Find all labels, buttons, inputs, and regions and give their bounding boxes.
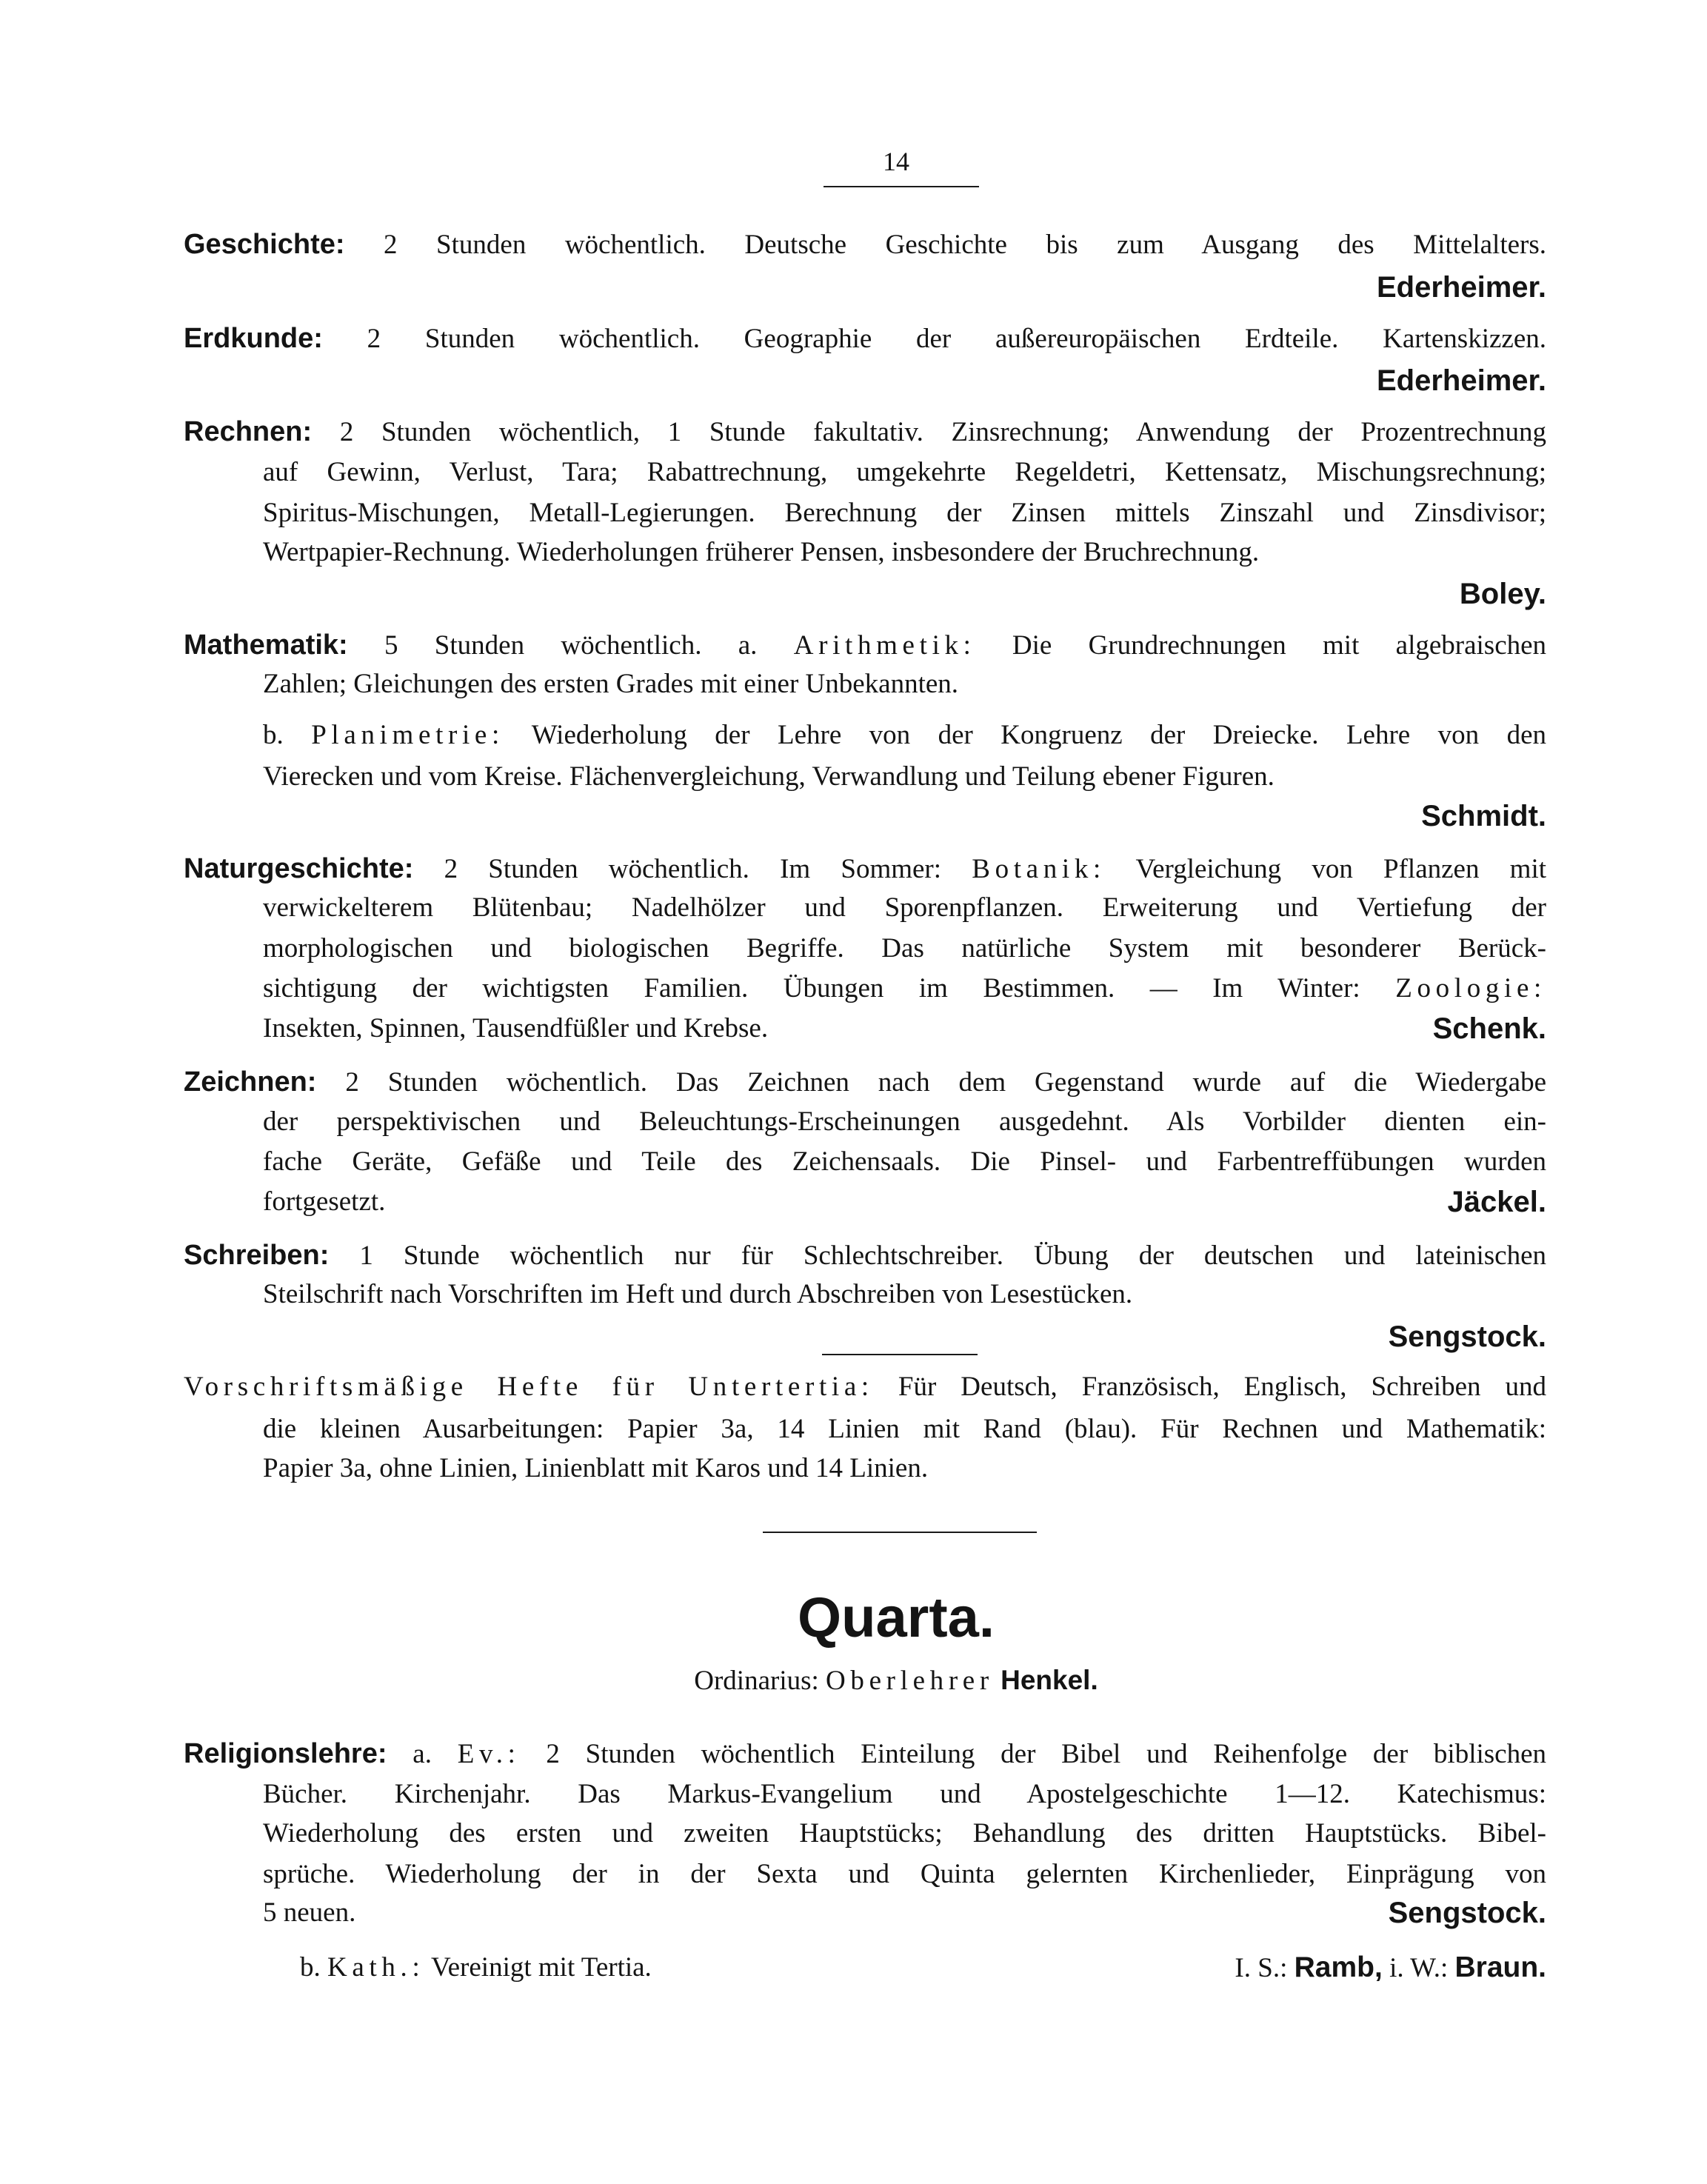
erdkunde-text-1: 2 Stunden wöchentlich. Geographie der außereuropäischen Erdteile. Kartenskizzen. [367,324,1547,354]
erdkunde-line-1 [184,320,1546,358]
teacher-erdkunde: Ederheimer. [1376,364,1546,397]
kath-teacher-2: Braun. [1454,1951,1546,1983]
geschichte-text-1: 2 Stunden wöchentlich. Deutsche Geschichte bis zum Ausgang des Mittelalters. [384,230,1546,260]
subject-label-zeichnen: Zeichnen: [184,1066,317,1098]
religionslehre-kath-a: b. [300,1952,321,1983]
zeichnen-line-3: fache Geräte, Gefäße und Teile des Zeichensaals. Die Pinsel- und Farbentreffübungen wurden [263,1146,1546,1177]
subject-label-rechnen: Rechnen: [184,416,313,447]
section-rule-1 [822,1354,978,1355]
mathematik-text-1c: Die Grundrechnungen mit algebraischen [1012,630,1547,661]
mathematik-line-1 [184,627,1546,664]
naturgeschichte-line-4 [263,970,1546,1007]
subject-label-geschichte: Geschichte: [184,229,345,260]
geschichte-line-1 [184,226,1546,264]
mathematik-planimetrie: Planimetrie: [311,720,504,750]
section-heading-quarta: Quarta. [797,1586,995,1649]
rechnen-line-1 [184,413,1546,451]
section-rule-2 [763,1532,1037,1533]
schreiben-text-1: 1 Stunde wöchentlich nur für Schlechtschreiber. Übung der deutschen und lateinischen [359,1240,1547,1271]
subject-label-mathematik: Mathematik: [184,630,348,661]
teacher-religionslehre: Sengstock. [1388,1897,1546,1929]
ordinarius-line [518,1662,1274,1700]
teacher-mathematik: Schmidt. [1421,800,1546,832]
hefte-line-1 [184,1369,1546,1406]
schreiben-line-1 [184,1237,1546,1275]
religionslehre-kath-line [300,1949,652,1986]
teacher-naturgeschichte: Schenk. [1432,1012,1546,1045]
mathematik-text-3a: b. [263,720,284,750]
kath-teacher-1: Ramb, [1294,1951,1383,1983]
religionslehre-line-5: 5 neuen. [263,1897,356,1928]
teacher-rechnen: Boley. [1459,578,1546,610]
religionslehre-text-1c: 2 Stunden wöchentlich Einteilung der Bibel und Reihenfolge der biblischen [546,1739,1547,1769]
naturgeschichte-zoologie: Zoologie: [1395,973,1546,1003]
hefte-line-2: die kleinen Ausarbeitungen: Papier 3a, 14 Linien mit Rand (blau). Für Rechnen und Mathematik: [263,1414,1546,1444]
religionslehre-kath-teachers [1155,1949,1546,1987]
kath-prefix-2: i. W.: [1389,1953,1449,1983]
ordinarius-title: Oberlehrer [826,1666,994,1696]
mathematik-arithmetik: Arithmetik: [793,630,976,661]
naturgeschichte-text-4a: sichtigung der wichtigsten Familien. Übungen im Bestimmen. — Im Winter: [263,973,1360,1003]
zeichnen-line-2: der perspektivischen und Beleuchtungs-Erscheinungen ausgedehnt. Als Vorbilder dienten ein- [263,1106,1546,1137]
mathematik-line-2: Zahlen; Gleichungen des ersten Grades mit einer Unbekannten. [263,669,959,699]
page-number-rule [824,186,979,187]
schreiben-line-2: Steilschrift nach Vorschriften im Heft und durch Abschreiben von Lesestücken. [263,1279,1133,1309]
religionslehre-line-3: Wiederholung des ersten und zweiten Hauptstücks; Behandlung des dritten Hauptstücks. Bibel- [263,1818,1546,1849]
mathematik-text-1a: 5 Stunden wöchentlich. a. [384,630,758,661]
teacher-zeichnen: Jäckel. [1447,1186,1546,1218]
subject-label-erdkunde: Erdkunde: [184,323,323,354]
religionslehre-line-4: sprüche. Wiederholung der in der Sexta und Quinta gelernten Kirchenlieder, Einprägung von [263,1859,1546,1889]
religionslehre-line-2: Bücher. Kirchenjahr. Das Markus-Evangelium und Apostelgeschichte 1—12. Katechismus: [263,1779,1546,1809]
subject-label-religionslehre: Religionslehre: [184,1738,387,1769]
religionslehre-kath-text: Vereinigt mit Tertia. [431,1952,652,1983]
naturgeschichte-line-2: verwickelterem Blütenbau; Nadelhölzer und Sporenpflanzen. Erweiterung und Vertiefung der [263,892,1546,923]
subject-label-naturgeschichte: Naturgeschichte: [184,853,414,884]
hefte-text-1b: Für Deutsch, Französisch, Englisch, Schreiben und [898,1372,1546,1402]
rechnen-line-2: auf Gewinn, Verlust, Tara; Rabattrechnung, umgekehrte Regeldetri, Kettensatz, Mischungsrechnung; [263,457,1546,487]
mathematik-line-3 [263,717,1546,754]
naturgeschichte-text-1a: 2 Stunden wöchentlich. Im Sommer: [444,854,942,884]
teacher-schreiben: Sengstock. [1388,1320,1546,1353]
ordinarius-label: Ordinarius: [694,1666,819,1696]
rechnen-text-1: 2 Stunden wöchentlich, 1 Stunde fakultativ. Zinsrechnung; Anwendung der Prozentrechnung [339,417,1547,447]
teacher-geschichte: Ederheimer. [1376,271,1546,304]
religionslehre-line-1 [184,1735,1546,1773]
kath-prefix-1: I. S.: [1235,1953,1288,1983]
hefte-title: Vorschriftsmäßige Hefte für Untertertia: [184,1372,874,1402]
mathematik-line-4: Vierecken und vom Kreise. Flächenvergleichung, Verwandlung und Teilung ebener Figuren. [263,761,1275,792]
page-number: 14 [883,147,909,176]
naturgeschichte-text-1c: Vergleichung von Pflanzen mit [1135,854,1546,884]
ordinarius-name: Henkel. [1001,1665,1098,1695]
mathematik-text-3c: Wiederholung der Lehre von der Kongruenz der Dreiecke. Lehre von den [531,720,1546,750]
zeichnen-line-4: fortgesetzt. [263,1186,386,1217]
naturgeschichte-line-3: morphologischen und biologischen Begriffe. Das natürliche System mit besonderer Berück- [263,933,1546,964]
subject-label-schreiben: Schreiben: [184,1240,330,1271]
rechnen-line-3: Spiritus-Mischungen, Metall-Legierungen. Berechnung der Zinsen mittels Zinszahl und Zinsdivisor; [263,498,1546,528]
religionslehre-ev: Ev.: [457,1739,521,1769]
naturgeschichte-botanik: Botanik: [972,854,1106,884]
hefte-line-3: Papier 3a, ohne Linien, Linienblatt mit Karos und 14 Linien. [263,1453,929,1483]
rechnen-line-4: Wertpapier-Rechnung. Wiederholungen früherer Pensen, insbesondere der Bruchrechnung. [263,537,1260,567]
naturgeschichte-line-5: Insekten, Spinnen, Tausendfüßler und Krebse. [263,1013,769,1043]
religionslehre-kath: Kath.: [327,1952,425,1983]
religionslehre-text-1a: a. [412,1739,432,1769]
naturgeschichte-line-1 [184,850,1546,888]
zeichnen-line-1 [184,1063,1546,1101]
zeichnen-text-1: 2 Stunden wöchentlich. Das Zeichnen nach dem Gegenstand wurde auf die Wiedergabe [345,1067,1546,1098]
